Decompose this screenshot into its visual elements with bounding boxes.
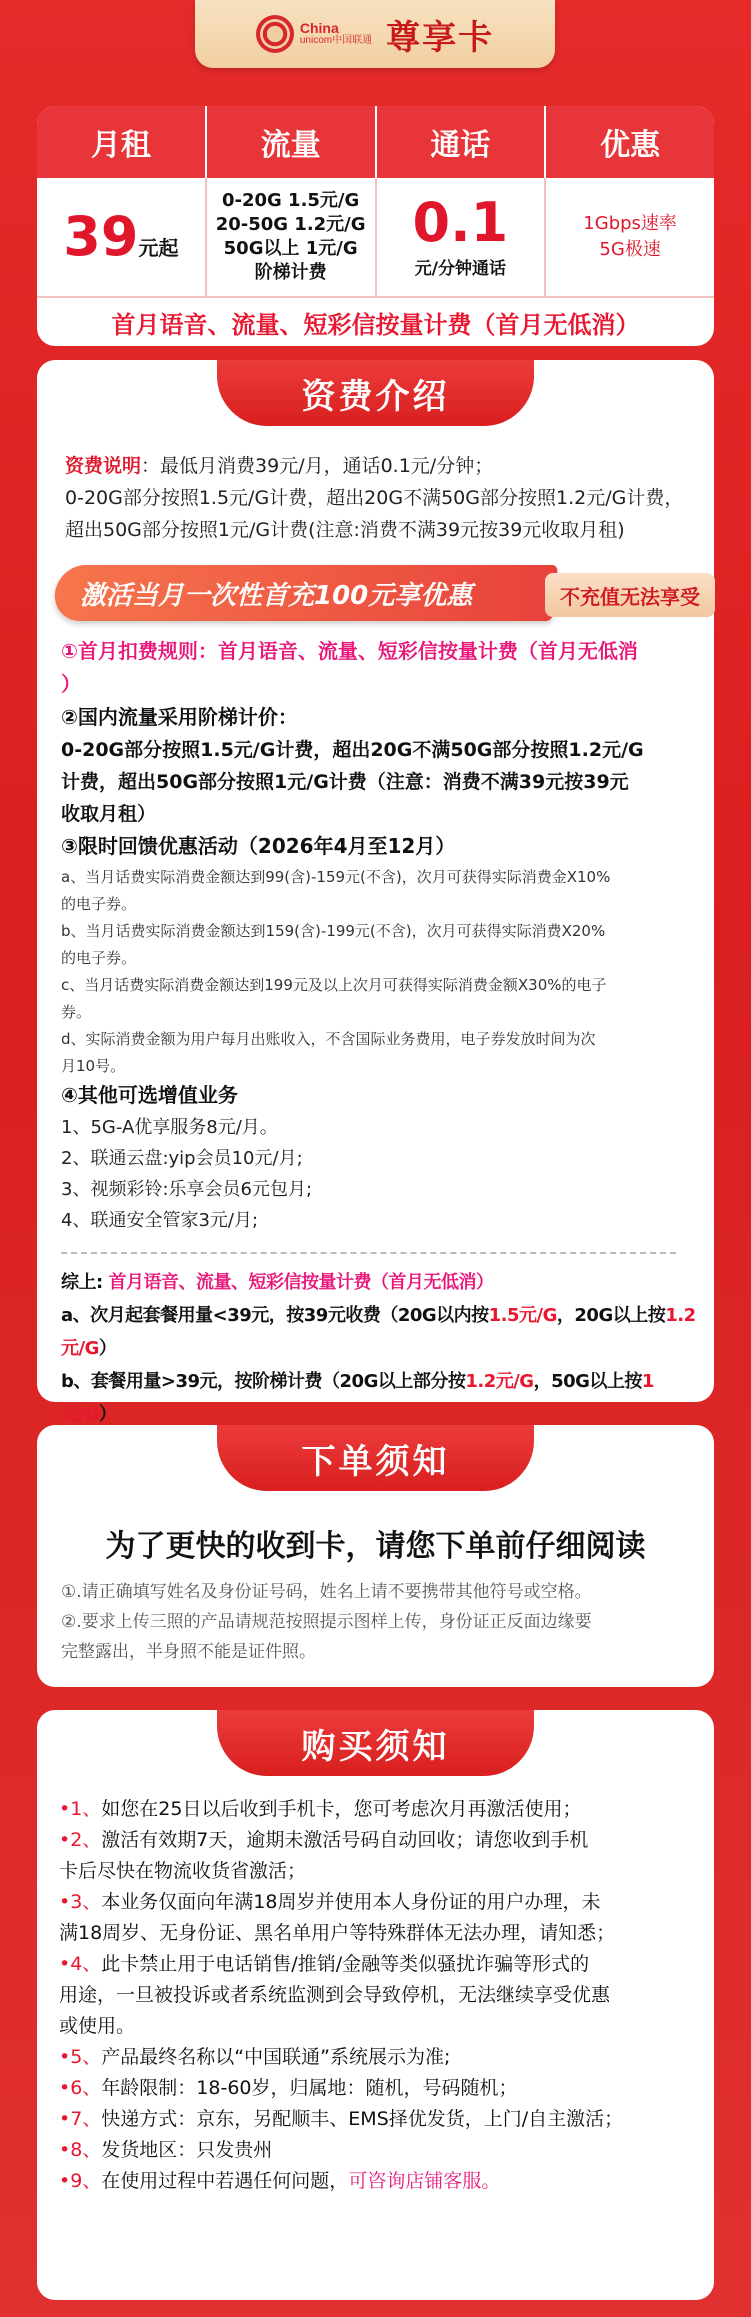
recharge-banner (55, 565, 703, 621)
summary-text: ，50G以上按 (533, 1371, 642, 1392)
buy-item-text: 如您在25日以后收到手机卡，您可考虑次月再激活使用； (101, 1798, 582, 1820)
flow-line: 阶梯计费 (254, 262, 327, 283)
buy-item-index: •3、 (59, 1891, 102, 1913)
buy-item (59, 1856, 699, 1887)
rule1-tail: ） (61, 672, 81, 696)
order-note: ①.请正确填写姓名及身份证号码，姓名上请不要携带其他符号或空格。 (61, 1582, 592, 1602)
buy-item-text: 本业务仅面向年满18周岁并使用本人身份证的用户办理，未 (101, 1891, 601, 1913)
buy-item-text: 卡后尽快在物流收货省激活； (59, 1860, 307, 1882)
promo-cell (546, 178, 714, 296)
flow-line: 0-20G 1.5元/G (221, 190, 360, 211)
buy-card-title: 购买须知 (217, 1710, 534, 1776)
flow-line: 20-50G 1.2元/G (215, 214, 366, 235)
price-table-footer: 首月语音、流量、短彩信按量计费（首月无低消） (37, 296, 714, 346)
flow-cell (207, 178, 377, 296)
order-card (37, 1425, 714, 1687)
header-rent: 月租 (37, 106, 207, 178)
buy-item (59, 1887, 699, 1918)
promo-line: 5G极速 (599, 239, 661, 260)
unicom-logo (256, 15, 372, 53)
buy-item (59, 2104, 699, 2135)
buy-item-text: 产品最终名称以“中国联通”系统展示为准; (101, 2046, 451, 2068)
customer-service-link[interactable]: 可咨询店铺客服。 (348, 2170, 501, 2192)
fee-card-title: 资费介绍 (217, 360, 534, 426)
rule3-item: d、实际消费金额为用户每月出账收入，不含国际业务费用，电子券发放时间为次 (61, 1030, 596, 1048)
rule3-item: a、当月话费实际消费金额达到99(含)-159元(不含)，次月可获得实际消费金X10% (61, 868, 611, 886)
page-title: 尊享卡 (386, 17, 495, 58)
order-notes (61, 1577, 696, 1667)
divider (61, 1252, 676, 1254)
summary-a (61, 1299, 701, 1365)
order-note: 完整露出，半身照不能是证件照。 (61, 1642, 316, 1662)
rule3-item: 的电子券。 (61, 895, 137, 913)
header-promo: 优惠 (600, 128, 661, 163)
rent-value: 39 (63, 205, 139, 268)
buy-card (37, 1710, 714, 2300)
buy-item (59, 2042, 699, 2073)
order-subtitle: 为了更快的收到卡，请您下单前仔细阅读 (105, 1529, 646, 1564)
rule4-item: 4、联通安全管家3元/月; (61, 1210, 259, 1231)
logo-line1: China (299, 20, 339, 37)
summary-rate: 1元/G (61, 1371, 654, 1425)
fee-rules (61, 635, 701, 1431)
rule3-item: c、当月话费实际消费金额达到199元及以上次月可获得实际消费金额X30%的电子 (61, 976, 607, 994)
order-note: ②.要求上传三照的产品请规范按照提示图样上传，身份证正反面边缘要 (61, 1612, 592, 1632)
buy-item-index: •5、 (59, 2046, 102, 2068)
buy-item-index: •7、 (59, 2108, 102, 2130)
fee-intro-line: 0-20G部分按照1.5元/G计费，超出20G不满50G部分按照1.2元/G计费， (65, 487, 684, 509)
summary-rate: 1.2元/G (61, 1305, 696, 1359)
rule2-body: 收取月租） (61, 803, 157, 825)
summary-text: ，20G以上按 (556, 1305, 666, 1326)
header-flow: 流量 (207, 106, 377, 178)
buy-item-index: •4、 (59, 1953, 102, 1975)
rule4-heading: ④其他可选增值业务 (61, 1083, 238, 1107)
buy-item-index: •8、 (59, 2139, 102, 2161)
rule3-item: 券。 (61, 1003, 92, 1021)
buy-item (59, 2073, 699, 2104)
buy-item (59, 2166, 699, 2197)
flow-line: 50G以上 1元/G (223, 238, 358, 259)
summary-text: ） (98, 1338, 117, 1359)
summary-label: 综上: (61, 1272, 103, 1293)
buy-item-text: 或使用。 (59, 2015, 136, 2037)
header-tab (195, 0, 555, 68)
price-table (37, 106, 714, 346)
call-value: 0.1 (412, 190, 509, 254)
buy-item (59, 1918, 699, 1949)
buy-item (59, 1949, 699, 1980)
rule1: ①首月扣费规则：首月语音、流量、短彩信按量计费（首月无低消 (61, 639, 638, 663)
logo-line2: unicom中国联通 (299, 35, 373, 47)
summary-rate: 1.5元/G (488, 1305, 557, 1326)
fee-intro-line: 超出50G部分按照1元/G计费(注意:消费不满39元按39元收取月租) (65, 519, 625, 541)
buy-item (59, 1825, 699, 1856)
fee-card (37, 360, 714, 1425)
rent-cell (37, 178, 207, 296)
buy-item-index: •1、 (59, 1798, 102, 1820)
rule2-body: 0-20G部分按照1.5元/G计费，超出20G不满50G部分按照1.2元/G (61, 739, 644, 761)
rule3-heading: ③限时回馈优惠活动（2026年4月至12月） (61, 834, 456, 858)
buy-item-text: 此卡禁止用于电话销售/推销/金融等类似骚扰诈骗等形式的 (101, 1953, 590, 1975)
price-table-body (37, 178, 714, 296)
summary-text: b、套餐用量>39元，按阶梯计费（20G以上部分按 (61, 1371, 466, 1392)
summary-text: a、次月起套餐用量<39元，按39元收费（20G以内按 (61, 1305, 489, 1326)
promo-line: 1Gbps速率 (583, 213, 677, 234)
rule4-item: 1、5G-A优享服务8元/月。 (61, 1117, 278, 1138)
rule2-body: 计费，超出50G部分按照1元/G计费（注意：消费不满39元按39元 (61, 771, 629, 793)
summary-pink: 首月语音、流量、短彩信按量计费（首月无低消） (108, 1272, 494, 1293)
rule2-heading: ②国内流量采用阶梯计价： (61, 705, 298, 729)
buy-item-text: 在使用过程中若遇任何问题， (101, 2170, 349, 2192)
call-cell (377, 178, 547, 296)
buy-item-index: •2、 (59, 1829, 102, 1851)
buy-item-text: 年龄限制：18-60岁，归属地：随机，号码随机； (101, 2077, 518, 2099)
fee-intro (65, 450, 695, 546)
rule3-item: 月10号。 (61, 1057, 126, 1075)
buy-item-text: 快递方式：京东，另配顺丰、EMS择优发货，上门/自主激活； (101, 2108, 624, 2130)
rule4-item: 2、联通云盘:yip会员10元/月; (61, 1148, 303, 1169)
buy-item-text: 发货地区：只发贵州 (101, 2139, 273, 2161)
rule3-item: 的电子券。 (61, 949, 137, 967)
fee-intro-line: ：最低月消费39元/月，通话0.1元/分钟； (141, 455, 494, 477)
buy-item-index: •9、 (59, 2170, 102, 2192)
buy-item (59, 1980, 699, 2011)
price-table-header (37, 106, 714, 178)
summary-text: ） (98, 1404, 117, 1425)
buy-item-index: •6、 (59, 2077, 102, 2099)
unicom-logo-icon (256, 15, 294, 53)
buy-item (59, 2011, 699, 2042)
fee-intro-label: 资费说明 (65, 455, 142, 477)
summary-line (61, 1266, 701, 1299)
buy-item-text: 用途，一旦被投诉或者系统监测到会导致停机，无法继续享受优惠 (59, 1984, 611, 2006)
buy-item (59, 2135, 699, 2166)
buy-item (59, 1794, 699, 1825)
summary-b (61, 1365, 701, 1431)
call-unit: 元/分钟通话 (414, 258, 506, 279)
order-card-title: 下单须知 (217, 1425, 534, 1491)
buy-item-text: 激活有效期7天，逾期未激活号码自动回收；请您收到手机 (101, 1829, 589, 1851)
buy-item-text: 满18周岁、无身份证、黑名单用户等特殊群体无法办理，请知悉； (59, 1922, 616, 1944)
rule4-item: 3、视频彩铃:乐享会员6元包月; (61, 1179, 313, 1200)
summary-rate: 1.2元/G (465, 1371, 534, 1392)
header-call: 通话 (377, 106, 547, 178)
rent-unit: 元起 (138, 236, 179, 260)
banner-main-text: 激活当月一次性首充100元享优惠 (80, 580, 473, 611)
rule3-item: b、当月话费实际消费金额达到159(含)-199元(不含)，次月可获得实际消费X20% (61, 922, 606, 940)
buy-list (59, 1794, 699, 2197)
banner-side-badge: 不充值无法享受 (545, 573, 715, 617)
